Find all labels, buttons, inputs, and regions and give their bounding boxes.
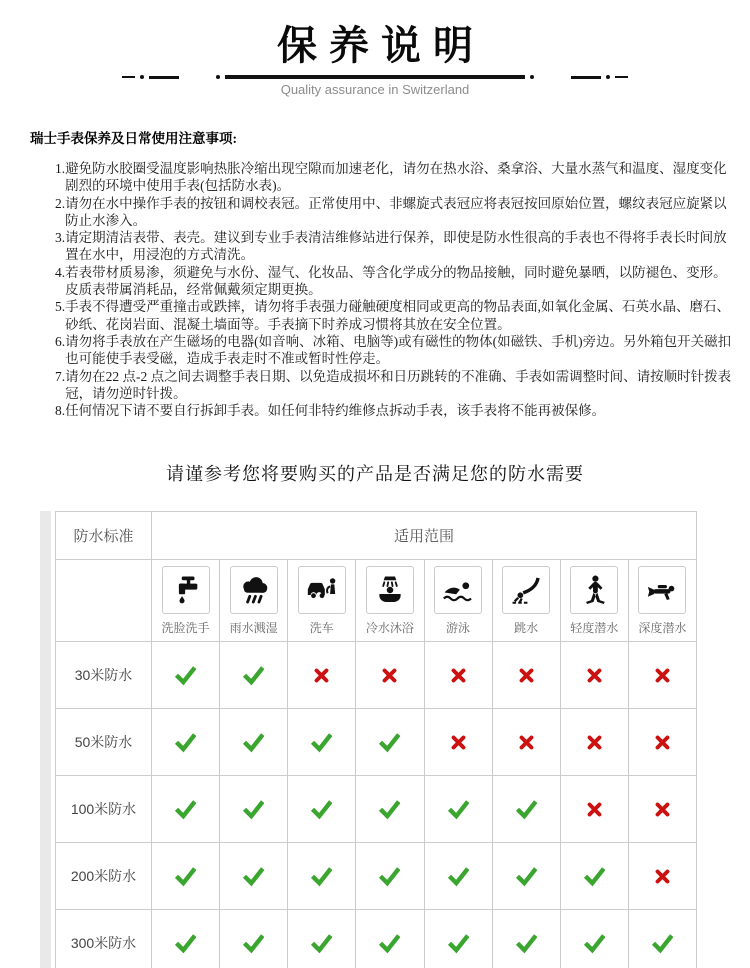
quality-subtitle: Quality assurance in Switzerland (280, 82, 470, 97)
scenario-label: 深度潜水 (638, 620, 687, 635)
scenario-cell (220, 560, 288, 642)
dive-icon (502, 566, 550, 614)
cross-icon (628, 642, 696, 709)
check-icon (220, 843, 288, 910)
check-icon (288, 709, 356, 776)
item-text: 请勿将手表放在产生磁场的电器(如音响、冰箱、电脑等)或有磁性的物体(如磁铁、手机)旁边。另外箱包开关磁扣也可能使手表受磁，造成手表走时不准或暂时性停走。 (65, 333, 732, 367)
cross-icon (628, 709, 696, 776)
rating-body (56, 642, 697, 968)
check-icon (152, 709, 220, 776)
waterproof-intro: 请谨参考您将要购买的产品是否满足您的防水需要 (166, 464, 584, 485)
rating-row (56, 709, 697, 776)
item-text: 请勿在22 点-2 点之间去调整手表日期、以免造成损坏和日历跳转的不准确、手表如需调整时间、请按顺时针拨表冠，请勿逆时针拨。 (65, 368, 732, 401)
check-icon (628, 910, 696, 968)
scenario-cell (288, 560, 356, 642)
check-icon (424, 843, 492, 910)
scenario-cell (152, 560, 220, 642)
check-icon (288, 776, 356, 843)
item-text: 请定期清洁表带、表壳。建议到专业手表清洁维修站进行保养，即使是防水性很高的手表也不得将手表长时间放置在水中，用浸泡的方式清洗。 (65, 230, 727, 263)
rating-row-label: 50米防水 (56, 709, 152, 776)
item-number: 1. (55, 161, 66, 176)
check-icon (152, 776, 220, 843)
check-icon (492, 910, 560, 968)
rain-cloud-icon (230, 566, 278, 614)
care-item (55, 368, 736, 403)
title-divider (0, 75, 750, 79)
scenario-cell (424, 560, 492, 642)
item-number: 5. (55, 299, 66, 315)
item-number: 6. (55, 333, 66, 349)
item-number: 7. (55, 368, 66, 384)
waterproof-table (55, 511, 697, 968)
check-icon (424, 776, 492, 843)
scenario-cell (356, 560, 424, 642)
rating-row-label: 300米防水 (56, 910, 152, 968)
scenario-row (56, 560, 697, 642)
scenario-label: 轻度潜水 (570, 620, 619, 635)
care-item (55, 160, 736, 195)
cross-icon (424, 642, 492, 709)
cold-shower-icon (366, 566, 414, 614)
item-number: 4. (55, 264, 66, 280)
cross-icon (560, 709, 628, 776)
check-icon (424, 910, 492, 968)
item-text: 避免防水胶圈受温度影响热胀冷缩出现空隙而加速老化，请勿在热水浴、桑拿浴、大量水蒸气和温度、湿度变化剧烈的环境中使用手表(包括防水表)。 (65, 161, 727, 194)
cross-icon (628, 843, 696, 910)
waterproof-table-wrap (40, 511, 750, 968)
check-icon (492, 843, 560, 910)
scope-header: 适用范围 (152, 512, 697, 560)
rating-row (56, 910, 697, 968)
care-item (55, 195, 736, 230)
check-icon (220, 642, 288, 709)
check-icon (356, 910, 424, 968)
rating-row-label: 100米防水 (56, 776, 152, 843)
care-list (30, 160, 736, 419)
check-icon (560, 843, 628, 910)
light-scuba-icon (570, 566, 618, 614)
scenario-cell (492, 560, 560, 642)
item-text: 请勿在水中操作手表的按钮和调校表冠。正常使用中、非螺旋式表冠应将表冠按回原始位置，螺纹表冠应旋紧以防止水渗入。 (65, 195, 727, 228)
item-text: 任何情况下请不要自行拆卸手表。如任何非特约维修点拆动手表，该手表将不能再被保修。 (65, 403, 606, 419)
cross-icon (424, 709, 492, 776)
item-number: 8. (55, 403, 66, 419)
care-heading: 瑞士手表保养及日常使用注意事项: (30, 131, 237, 146)
item-number: 2. (55, 195, 66, 211)
cross-icon (492, 642, 560, 709)
check-icon (560, 910, 628, 968)
table-left-strip (40, 511, 51, 968)
care-item (55, 229, 736, 264)
check-icon (152, 843, 220, 910)
check-icon (356, 709, 424, 776)
faucet-icon (162, 566, 210, 614)
check-icon (288, 910, 356, 968)
cross-icon (492, 709, 560, 776)
check-icon (220, 776, 288, 843)
cross-icon (288, 642, 356, 709)
care-item (55, 264, 736, 299)
check-icon (288, 843, 356, 910)
item-number: 3. (55, 230, 66, 246)
deep-scuba-icon (638, 566, 686, 614)
scenario-label: 洗车 (309, 620, 334, 635)
care-item (55, 402, 736, 419)
scenario-label: 游泳 (446, 620, 471, 635)
check-icon (356, 843, 424, 910)
rating-row-label: 200米防水 (56, 843, 152, 910)
car-wash-icon (298, 566, 346, 614)
rating-row-label: 30米防水 (56, 642, 152, 709)
table-header-row (56, 512, 697, 560)
check-icon (356, 776, 424, 843)
rating-row (56, 843, 697, 910)
check-icon (152, 642, 220, 709)
scenario-cell (628, 560, 696, 642)
cross-icon (560, 776, 628, 843)
scenario-blank-cell (56, 560, 152, 642)
cross-icon (628, 776, 696, 843)
care-item (55, 333, 736, 368)
scenario-label: 跳水 (514, 620, 539, 635)
care-item (55, 298, 736, 333)
item-text: 若表带材质易渗，须避免与水份、湿气、化妆品、等含化学成分的物品接触，同时避免暴晒，以防褪色、变形。皮质表带属消耗品，经常佩戴须定期更换。 (65, 264, 727, 298)
cross-icon (560, 642, 628, 709)
swimming-icon (434, 566, 482, 614)
rating-row (56, 776, 697, 843)
care-section (30, 127, 736, 419)
check-icon (152, 910, 220, 968)
scenario-label: 洗脸洗手 (161, 620, 210, 635)
check-icon (220, 709, 288, 776)
check-icon (220, 910, 288, 968)
rating-row (56, 642, 697, 709)
check-icon (492, 776, 560, 843)
item-text: 手表不得遭受严重撞击或跌摔，请勿将手表强力碰触硬度相同或更高的物品表面,如氧化金属、石英水晶、磨石、砂纸、花岗岩面、混凝土墙面等。手表摘下时养成习惯将其放在安全位置。 (65, 299, 730, 332)
scenario-cell (560, 560, 628, 642)
scenario-label: 雨水溅湿 (229, 620, 278, 635)
cross-icon (356, 642, 424, 709)
waterproof-standard-header: 防水标准 (56, 512, 152, 560)
page-title: 保养说明 (277, 23, 485, 68)
scenario-label: 冷水沐浴 (365, 620, 414, 635)
